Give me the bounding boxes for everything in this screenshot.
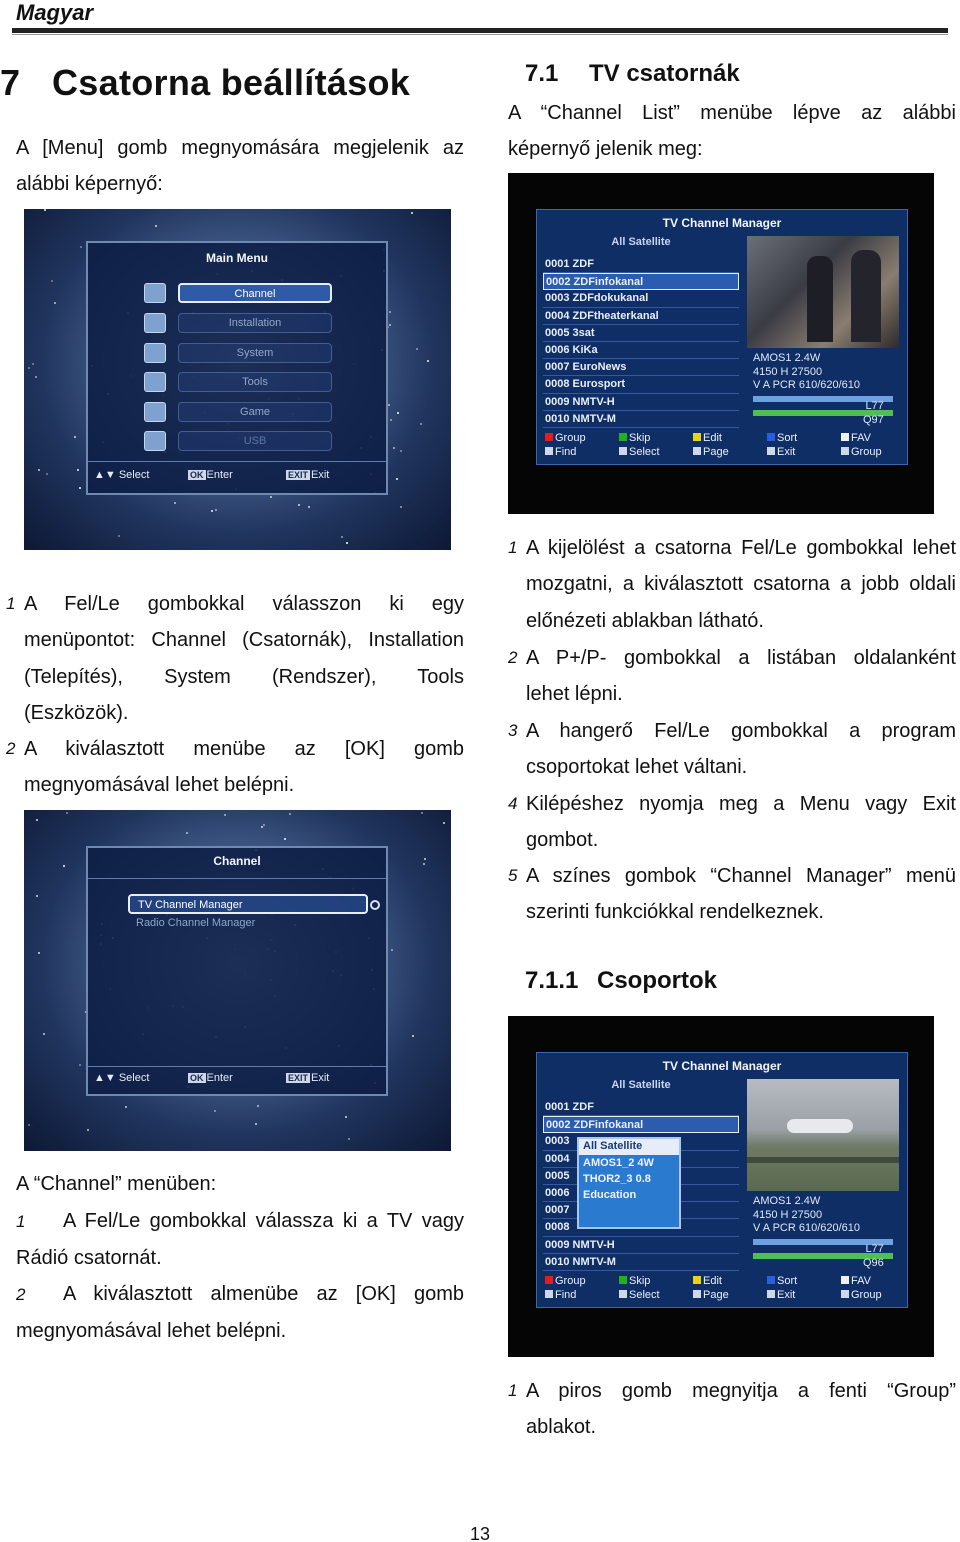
star-decoration (420, 423, 422, 425)
channel-row-selected[interactable]: 0002 ZDFinfokanal (543, 273, 739, 290)
chapter-number: 7 (0, 62, 21, 103)
usb-icon (144, 431, 166, 451)
star-decoration (346, 542, 348, 544)
main-menu-panel (86, 241, 388, 495)
star-decoration (424, 858, 426, 860)
star-decoration (423, 863, 425, 865)
star-decoration (289, 813, 291, 815)
channel-row[interactable]: 0009 NMTV-H (543, 1237, 739, 1254)
star-decoration (443, 822, 445, 824)
star-decoration (396, 478, 398, 480)
group-popup-item[interactable]: Education (583, 1189, 637, 1201)
exit-key-icon (767, 1290, 775, 1298)
star-decoration (224, 814, 226, 816)
preview-person (851, 250, 881, 342)
channel-row[interactable]: 0008 (543, 1219, 739, 1236)
star-decoration (400, 506, 402, 508)
red-key-icon (545, 433, 553, 441)
channel-row[interactable]: 0005 3sat (543, 325, 739, 342)
channel-row[interactable]: 0006 KiKa (543, 342, 739, 359)
star-decoration (421, 812, 423, 814)
channel-row[interactable]: 0003 ZDFdokukanal (543, 290, 739, 307)
yellow-key-icon (693, 433, 701, 441)
star-decoration (214, 1110, 216, 1112)
updown-key-icon (619, 447, 627, 455)
star-decoration (263, 824, 265, 826)
menu-item-tv-channel-manager[interactable]: TV Channel Manager (128, 894, 368, 914)
signal-info: AMOS1 2.4W 4150 H 27500 V A PCR 610/620/610 (753, 1195, 861, 1234)
tv-channel-manager-screenshot (508, 173, 934, 514)
channel-row[interactable]: 0010 NMTV-M (543, 1254, 739, 1271)
list2-item-2: 2 A kiválasztott almenübe az [OK] gomb megnyomásával lehet belépni. (16, 1283, 464, 1343)
star-decoration (174, 502, 176, 504)
star-decoration (32, 363, 34, 365)
star-decoration (77, 469, 79, 471)
list3-item-4: 4 Kilépéshez nyomja meg a Menu vagy Exit gombot. (508, 793, 956, 852)
intro-line-2: alábbi képernyő: (16, 173, 163, 195)
preview-airplane (787, 1119, 853, 1133)
satellite-icon (144, 313, 166, 333)
fav-key-icon (841, 433, 849, 441)
footer-select: ▲▼ Select (94, 1072, 150, 1084)
menu-item-system[interactable]: System (178, 343, 332, 363)
channel-intro: A “Channel” menüben: (16, 1173, 217, 1195)
list1-item-1: 1 A Fel/Le gombokkal válasszon ki egy menüpontot: Channel (Csatornák), Installation (Telepítés), System (Rendszer), Tools (Eszközök). (6, 593, 464, 724)
star-decoration (38, 952, 40, 954)
star-decoration (341, 536, 343, 538)
legend-row-2: Find Select Page Exit Group (545, 1289, 882, 1301)
language-header: Magyar (16, 0, 94, 25)
channel-menu-title: Channel (213, 854, 261, 868)
footer-divider (88, 461, 386, 462)
intro-line-1: A [Menu] gomb megnyomására megjelenik az (16, 137, 464, 159)
star-decoration (255, 1123, 257, 1125)
star-decoration (28, 367, 30, 369)
footer-divider (88, 1066, 386, 1067)
list3-item-1: 1 A kijelölést a csatorna Fel/Le gombokkal lehet mozgatni, a kiválasztott csatorna a jobb oldali előnézeti ablakban látható. (508, 537, 956, 632)
red-key-icon (545, 1276, 553, 1284)
green-key-icon (619, 1276, 627, 1284)
star-decoration (298, 504, 300, 506)
channel-icon (144, 283, 166, 303)
channel-row[interactable]: 0007 (543, 1202, 739, 1219)
star-decoration (125, 1106, 127, 1108)
signal-values: L77 Q97 (863, 400, 884, 426)
star-decoration (66, 812, 68, 814)
menu-item-game[interactable]: Game (178, 402, 332, 422)
star-decoration (155, 225, 157, 227)
footer-exit: EXIT Exit (288, 1072, 330, 1084)
channel-row[interactable]: 0005 (543, 1168, 739, 1185)
star-decoration (80, 246, 82, 248)
gear-icon (144, 343, 166, 363)
star-decoration (389, 324, 391, 326)
section-intro-1: A “Channel List” menübe lépve az alábbi (508, 102, 956, 124)
channel-row[interactable]: 0003 (543, 1133, 739, 1150)
channel-row[interactable]: 0009 NMTV-H (543, 394, 739, 411)
star-decoration (36, 819, 38, 821)
star-decoration (28, 1124, 30, 1126)
main-menu-screenshot (24, 209, 451, 550)
star-decoration (79, 1064, 81, 1066)
star-decoration (54, 302, 56, 304)
group-popup-item-selected[interactable]: All Satellite (579, 1139, 679, 1155)
tools-icon (144, 372, 166, 392)
header-rule-thin (12, 34, 948, 35)
list2-item-1: 1 A Fel/Le gombokkal válassza ki a TV vagy Rádió csatornát. (16, 1210, 464, 1270)
group-popup-item[interactable]: THOR2_3 0.8 (583, 1173, 651, 1185)
footer-enter: OK Enter (190, 1072, 233, 1084)
star-decoration (257, 1105, 259, 1107)
star-decoration (412, 1035, 414, 1037)
channel-row[interactable]: 0004 (543, 1151, 739, 1168)
leftright-key-icon (841, 1290, 849, 1298)
menu-item-radio-channel-manager[interactable]: Radio Channel Manager (136, 917, 256, 929)
channel-row[interactable]: 0004 ZDFtheaterkanal (543, 308, 739, 325)
page-key-icon (693, 1290, 701, 1298)
list3-item-5: 5 A színes gombok “Channel Manager” menü szerinti funkciókkal rendelkeznek. (508, 865, 956, 924)
page-number: 13 (469, 1524, 491, 1542)
star-decoration (74, 436, 76, 438)
preview-window (747, 1079, 899, 1191)
menu-item-usb[interactable]: USB (178, 431, 332, 451)
star-decoration (427, 360, 429, 362)
group-popup-item[interactable]: AMOS1_2 4W (583, 1157, 654, 1169)
star-decoration (397, 412, 399, 414)
channel-row[interactable]: 0010 NMTV-M (543, 411, 739, 428)
radio-selected-icon (370, 900, 380, 910)
star-decoration (215, 509, 217, 511)
star-decoration (416, 348, 418, 350)
chapter-title: Csatorna beállítások (52, 62, 411, 103)
star-decoration (261, 826, 263, 828)
updown-key-icon (619, 1290, 627, 1298)
find-key-icon (545, 1290, 553, 1298)
star-decoration (211, 510, 213, 512)
channel-row-selected[interactable]: 0002 ZDFinfokanal (543, 1116, 739, 1133)
footer-enter: OK Enter (190, 469, 233, 481)
subsection-heading: 7.1.1 Csoportok (525, 967, 717, 994)
star-decoration (87, 1129, 89, 1131)
legend-row-1: Group Skip Edit Sort FAV (545, 1275, 871, 1287)
star-decoration (270, 496, 272, 498)
star-decoration (345, 1116, 347, 1118)
channel-row[interactable]: 0006 (543, 1185, 739, 1202)
channel-row[interactable]: 0001 ZDF (543, 1099, 739, 1116)
star-decoration (391, 949, 393, 951)
tv-manager-panel (536, 209, 908, 465)
preview-window (747, 236, 899, 348)
star-decoration (36, 895, 38, 897)
group-label: All Satellite (611, 236, 671, 248)
tv-manager-panel (536, 1052, 908, 1308)
chapter-heading (0, 62, 410, 104)
page-key-icon (693, 447, 701, 455)
star-decoration (400, 450, 402, 452)
star-decoration (51, 280, 53, 282)
section-heading: 7.1 TV csatornák (525, 60, 740, 87)
star-decoration (63, 865, 65, 867)
star-decoration (308, 506, 310, 508)
star-decoration (46, 473, 48, 475)
star-decoration (186, 832, 188, 834)
star-decoration (79, 487, 81, 489)
fav-key-icon (841, 1276, 849, 1284)
group-label: All Satellite (611, 1079, 671, 1091)
channel-menu-panel (86, 846, 388, 1096)
star-decoration (348, 1138, 350, 1140)
footer-select: ▲▼ Select (94, 469, 150, 481)
yellow-key-icon (693, 1276, 701, 1284)
star-decoration (38, 469, 40, 471)
menu-item-tools[interactable]: Tools (178, 372, 332, 392)
channel-row[interactable]: 0008 Eurosport (543, 376, 739, 393)
menu-item-channel[interactable]: Channel (178, 283, 332, 303)
list1-item-2: 2 A kiválasztott menübe az [OK] gomb megnyomásával lehet belépni. (6, 738, 464, 797)
star-decoration (393, 447, 395, 449)
star-decoration (43, 1033, 45, 1035)
star-decoration (44, 209, 46, 211)
blue-key-icon (767, 1276, 775, 1284)
star-decoration (284, 838, 286, 840)
preview-person (807, 256, 833, 342)
legend-row-1: Group Skip Edit Sort FAV (545, 432, 871, 444)
leftright-key-icon (841, 447, 849, 455)
channel-row[interactable]: 0007 EuroNews (543, 359, 739, 376)
signal-values: L77 Q96 (863, 1243, 884, 1269)
footer-exit: EXIT Exit (288, 469, 330, 481)
channel-menu-screenshot (24, 810, 451, 1151)
star-decoration (411, 212, 413, 214)
tv-manager-title: TV Channel Manager (662, 216, 782, 230)
list3-item-3: 3 A hangerő Fel/Le gombokkal a program csoportokat lehet váltani. (508, 720, 956, 779)
star-decoration (118, 535, 120, 537)
list3-item-2: 2 A P+/P- gombokkal a listában oldalanként lehet lépni. (508, 647, 956, 706)
star-decoration (389, 311, 391, 313)
header-rule (12, 28, 948, 33)
group-popup (577, 1137, 681, 1229)
star-decoration (35, 376, 37, 378)
find-key-icon (545, 447, 553, 455)
channel-list (543, 256, 739, 428)
tv-manager-title: TV Channel Manager (662, 1059, 782, 1073)
menu-item-installation[interactable]: Installation (178, 313, 332, 333)
exit-key-icon (767, 447, 775, 455)
blue-key-icon (767, 433, 775, 441)
preview-runway (747, 1157, 899, 1163)
list4-item-1: 1 A piros gomb megnyitja a fenti “Group” ablakot. (508, 1380, 956, 1439)
main-menu-title: Main Menu (206, 251, 268, 265)
title-divider (88, 878, 386, 879)
star-decoration (390, 419, 392, 421)
channel-row[interactable]: 0001 ZDF (543, 256, 739, 273)
green-key-icon (619, 433, 627, 441)
legend-row-2: Find Select Page Exit Group (545, 446, 882, 458)
tv-group-screenshot (508, 1016, 934, 1357)
game-icon (144, 402, 166, 422)
section-intro-2: képernyő jelenik meg: (508, 138, 703, 160)
signal-info: AMOS1 2.4W 4150 H 27500 V A PCR 610/620/610 (753, 352, 861, 391)
